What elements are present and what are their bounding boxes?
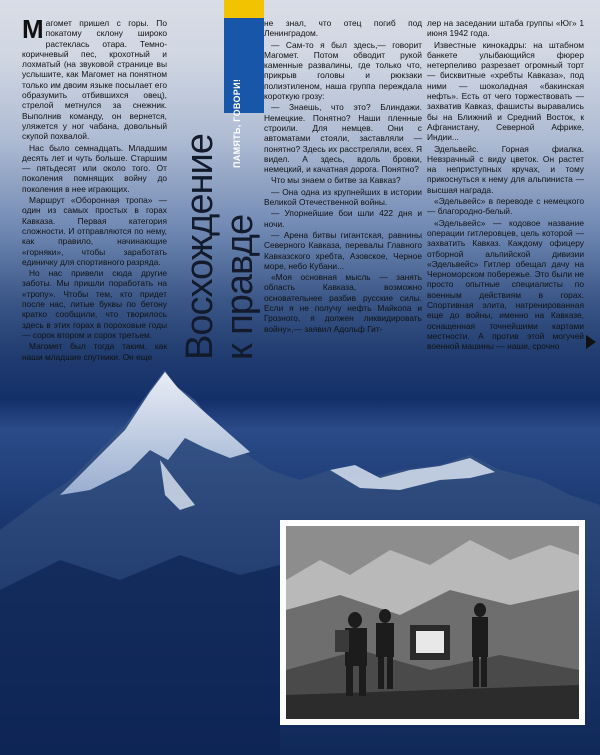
paragraph: «Эдельвейс» — кодовое название операции гитлеровцев, цель которой — захватить Кавказ. Каждому офицеру отборной альпийской дивизии «Эдельвейс» Гитлер обещал дачу на Черноморском побережье. Это были не просто опытные специалисты по военным действиям в горах. Спортивная элита, натренированная еще до войны, именно на Кавказе, оснащенная точнейшими картами местности. А против этой могучей военной машины — наши, срочно	[427, 217, 584, 352]
paragraph: «Эдельвейс» в переводе с немецкого — благородно-белый.	[427, 196, 584, 217]
paragraph: — Сам-то я был здесь,— говорит Магомет. Потом обводит рукой каменные развалины, где только что, прикрыв головы и рюкзаки полиэтиленом, наша группа переждала короткую грозу:	[264, 39, 422, 102]
hikers-photo-image	[280, 520, 585, 725]
paragraph: — Упорнейшие бои шли 422 дня и ночи.	[264, 208, 422, 229]
paragraph: не знал, что отец погиб под Ленинградом.	[264, 18, 422, 39]
title-line-1: Восхождение	[179, 134, 221, 360]
paragraph: — Она одна из крупнейших в истории Великой Отечественной войны.	[264, 186, 422, 208]
title-line-2: к правде	[219, 214, 261, 360]
article-title	[160, 20, 270, 360]
paragraph: Эдельвейс. Горная фиалка. Невзрачный с виду цветок. Он растет на неприступных кручах, и тому прикоснуться к нему для альпиниста — высшая награда.	[427, 143, 584, 195]
paragraph: Магомет пришел с горы. По покатому склону широко растеклась отара. Темно-коричневый пес, крохотный и лохматый (на звуковой странице вы услышите, как Магомет на понятном только им двоим языке посылает его образумить отбившихся овец), стрелой метнулся за снежник. Выполнив команду, он вернется, уляжется у ног чабана, довольный скупой похвалой.	[22, 14, 167, 142]
paragraph: Магомет был тогда таким, как наши младшие спутники. Он еще	[22, 341, 167, 362]
rubric-color-bar	[224, 0, 264, 18]
paragraph: Нас было семнадцать. Младшим десять лет и чуть больше. Старшим — пятьдесят или около того. От поколения помнящих войну до поколения в нее играющих.	[22, 142, 167, 194]
paragraph: — Знаешь, что это? Блиндажи. Немецкие. Понятно? Наши пленные строили. Для немцев. Они с автоматами стояли, заставляли — понятно? Здесь их расстреляли, всех. Я видел. А здесь, вдоль бровки, немецкий, и качатная дорога. Понятно?	[264, 102, 422, 175]
text-column-2	[264, 18, 422, 335]
rubric-label: ПАМЯТЬ, ГОВОРИ!	[232, 78, 242, 168]
paragraph: — Арена битвы гигантская, равнины Северного Кавказа, перевалы Главного Кавказского хребта, Азовское, Черное море, небо Кубани...	[264, 229, 422, 271]
paragraph: Но нас привели сюда другие заботы. Мы пришли поработать на «тропу». Чтобы тем, кто придет после нас, литые буквы по бетону кратко сообщили, что творилось здесь в этих горах в пороховые годы — сорок втором и сорок третьем.	[22, 268, 167, 340]
paragraph: Маршрут «Оборонная тропа» — один из самых простых в горах Кавказа. Первая категория сложности. И отправляются по нему, как правило, начинающие «горняки», чтобы заработать единичку для спортивного разряда.	[22, 195, 167, 267]
paragraph: лер на заседании штаба группы «Юг» 1 июня 1942 года.	[427, 18, 584, 39]
paragraph: Известные кинокадры: на штабном банкете улыбающийся фюрер нетерпеливо разрезает огромный торт — бисквитные «хребты Кавказа», под ними — шоколадная «бакинская нефть». Есть от чего торжествовать — захватив Кавказ, фашисты выравались бы на Ближний и Средний Восток, к Афганистану, Северной Африке, Индии...	[427, 39, 584, 143]
continue-arrow-icon	[586, 335, 596, 349]
inset-photo	[280, 520, 585, 725]
paragraph: Что мы знаем о битве за Кавказ?	[271, 175, 401, 186]
text-column-3	[427, 18, 584, 353]
text-column-1	[22, 14, 167, 363]
paragraph: «Моя основная мысль — занять область Кавказа, возможно основательнее разбив русские силы. Если я не получу нефть Майкопа и Грозного, я должен ликвидировать войну»,— заявил Адольф Гит-	[264, 272, 422, 334]
drop-cap: М	[22, 14, 44, 44]
